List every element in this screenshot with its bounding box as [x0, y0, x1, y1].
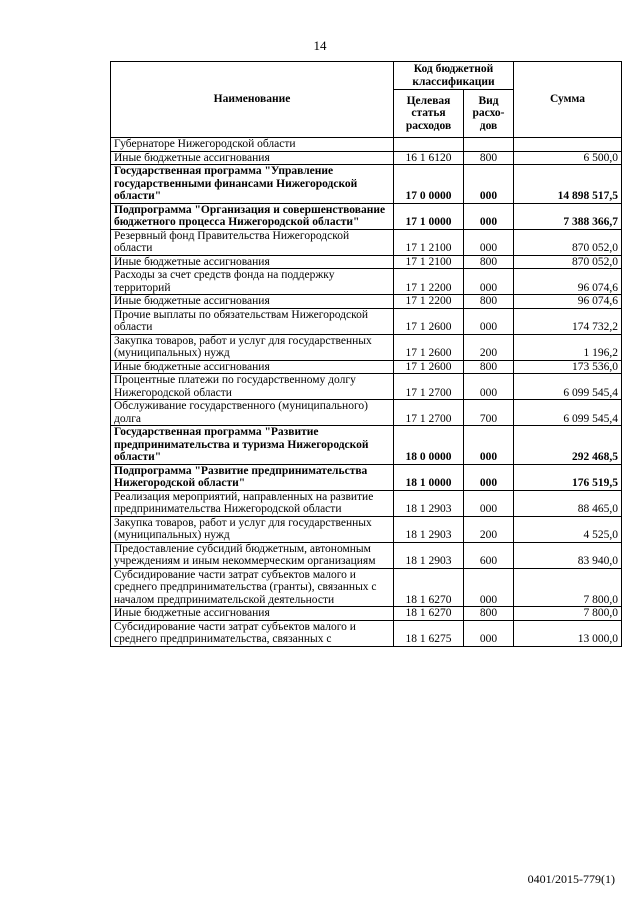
row-expense-type: 800 [464, 295, 514, 309]
table-row [111, 151, 622, 165]
row-name: Субсидирование части затрат субъектов малого и среднего предпринимательства (гранты), связанных с началом предпринимательской деятельности [111, 568, 394, 607]
row-sum: 173 536,0 [514, 360, 622, 374]
row-sum: 6 099 545,4 [514, 374, 622, 400]
row-target-article: 16 1 6120 [394, 151, 464, 165]
row-expense-type: 800 [464, 255, 514, 269]
row-sum: 96 074,6 [514, 295, 622, 309]
row-name: Предоставление субсидий бюджетным, автономным учреждениям и иным некоммерческим организациям [111, 542, 394, 568]
row-sum: 870 052,0 [514, 229, 622, 255]
row-target-article: 18 1 6270 [394, 607, 464, 621]
table-row [111, 360, 622, 374]
row-sum: 870 052,0 [514, 255, 622, 269]
table-row [111, 308, 622, 334]
row-target-article: 18 1 6270 [394, 568, 464, 607]
budget-table-container [110, 61, 618, 647]
table-body [111, 138, 622, 647]
row-target-article: 17 1 2200 [394, 295, 464, 309]
row-expense-type: 800 [464, 360, 514, 374]
row-name: Закупка товаров, работ и услуг для государственных (муниципальных) нужд [111, 334, 394, 360]
header-code-group: Код бюджетной классификации [394, 62, 514, 90]
table-row [111, 426, 622, 465]
row-name: Резервный фонд Правительства Нижегородской области [111, 229, 394, 255]
row-expense-type: 200 [464, 334, 514, 360]
table-header [111, 62, 622, 138]
row-expense-type: 600 [464, 542, 514, 568]
row-target-article: 17 1 0000 [394, 203, 464, 229]
row-expense-type: 800 [464, 607, 514, 621]
row-expense-type: 700 [464, 400, 514, 426]
row-name: Подпрограмма "Развитие предпринимательства Нижегородской области" [111, 464, 394, 490]
row-sum: 4 525,0 [514, 516, 622, 542]
row-sum: 13 000,0 [514, 620, 622, 646]
row-name: Губернаторе Нижегородской области [111, 138, 394, 152]
row-sum: 174 732,2 [514, 308, 622, 334]
row-target-article: 18 1 6275 [394, 620, 464, 646]
row-target-article: 17 0 0000 [394, 165, 464, 204]
row-name: Реализация мероприятий, направленных на развитие предпринимательства Нижегородской области [111, 490, 394, 516]
row-target-article: 18 0 0000 [394, 426, 464, 465]
row-expense-type: 200 [464, 516, 514, 542]
row-expense-type: 000 [464, 464, 514, 490]
row-target-article: 17 1 2600 [394, 360, 464, 374]
row-target-article: 18 1 2903 [394, 516, 464, 542]
table-row [111, 516, 622, 542]
table-row [111, 295, 622, 309]
row-sum: 7 800,0 [514, 568, 622, 607]
row-sum: 7 800,0 [514, 607, 622, 621]
row-name: Обслуживание государственного (муниципального) долга [111, 400, 394, 426]
row-target-article: 17 1 2700 [394, 374, 464, 400]
row-expense-type: 000 [464, 568, 514, 607]
row-sum: 1 196,2 [514, 334, 622, 360]
row-expense-type: 800 [464, 151, 514, 165]
row-target-article: 17 1 2600 [394, 334, 464, 360]
row-name: Государственная программа "Управление государственными финансами Нижегородской области" [111, 165, 394, 204]
row-name: Иные бюджетные ассигнования [111, 255, 394, 269]
row-expense-type: 000 [464, 165, 514, 204]
table-row [111, 138, 622, 152]
row-name: Государственная программа "Развитие предпринимательства и туризма Нижегородской области" [111, 426, 394, 465]
table-row [111, 255, 622, 269]
row-name: Подпрограмма "Организация и совершенствование бюджетного процесса Нижегородской области" [111, 203, 394, 229]
row-target-article: 18 1 0000 [394, 464, 464, 490]
row-name: Процентные платежи по государственному долгу Нижегородской области [111, 374, 394, 400]
row-sum: 7 388 366,7 [514, 203, 622, 229]
row-target-article: 18 1 2903 [394, 490, 464, 516]
row-expense-type: 000 [464, 490, 514, 516]
row-target-article: 17 1 2600 [394, 308, 464, 334]
row-name: Иные бюджетные ассигнования [111, 360, 394, 374]
row-sum: 6 500,0 [514, 151, 622, 165]
row-sum: 83 940,0 [514, 542, 622, 568]
table-row [111, 165, 622, 204]
row-expense-type: 000 [464, 269, 514, 295]
row-name: Прочие выплаты по обязательствам Нижегородской области [111, 308, 394, 334]
row-sum: 6 099 545,4 [514, 400, 622, 426]
table-row [111, 620, 622, 646]
table-row [111, 464, 622, 490]
row-name: Субсидирование части затрат субъектов малого и среднего предпринимательства, связанных с [111, 620, 394, 646]
row-name: Расходы за счет средств фонда на поддержку территорий [111, 269, 394, 295]
row-expense-type: 000 [464, 374, 514, 400]
table-row [111, 542, 622, 568]
row-target-article: 18 1 2903 [394, 542, 464, 568]
row-expense-type: 000 [464, 203, 514, 229]
table-row [111, 229, 622, 255]
header-target-article: Целевая статья расходов [394, 90, 464, 138]
document-code: 0401/2015-779(1) [527, 872, 615, 886]
row-sum: 88 465,0 [514, 490, 622, 516]
row-expense-type: 000 [464, 426, 514, 465]
table-row [111, 400, 622, 426]
table-row [111, 490, 622, 516]
row-name: Закупка товаров, работ и услуг для государственных (муниципальных) нужд [111, 516, 394, 542]
table-row [111, 203, 622, 229]
row-target-article [394, 138, 464, 152]
row-target-article: 17 1 2700 [394, 400, 464, 426]
row-target-article: 17 1 2100 [394, 255, 464, 269]
row-sum: 176 519,5 [514, 464, 622, 490]
page-number: 14 [313, 38, 327, 53]
row-name: Иные бюджетные ассигнования [111, 151, 394, 165]
row-sum [514, 138, 622, 152]
row-name: Иные бюджетные ассигнования [111, 607, 394, 621]
row-sum: 292 468,5 [514, 426, 622, 465]
row-expense-type: 000 [464, 229, 514, 255]
table-row [111, 269, 622, 295]
table-row [111, 334, 622, 360]
row-expense-type [464, 138, 514, 152]
row-target-article: 17 1 2200 [394, 269, 464, 295]
row-sum: 96 074,6 [514, 269, 622, 295]
header-expense-type: Вид расхо- дов [464, 90, 514, 138]
header-name: Наименование [111, 62, 394, 138]
row-expense-type: 000 [464, 308, 514, 334]
row-sum: 14 898 517,5 [514, 165, 622, 204]
row-target-article: 17 1 2100 [394, 229, 464, 255]
table-row [111, 607, 622, 621]
table-row [111, 568, 622, 607]
row-expense-type: 000 [464, 620, 514, 646]
budget-table [110, 61, 622, 647]
row-name: Иные бюджетные ассигнования [111, 295, 394, 309]
table-row [111, 374, 622, 400]
header-sum: Сумма [514, 62, 622, 138]
